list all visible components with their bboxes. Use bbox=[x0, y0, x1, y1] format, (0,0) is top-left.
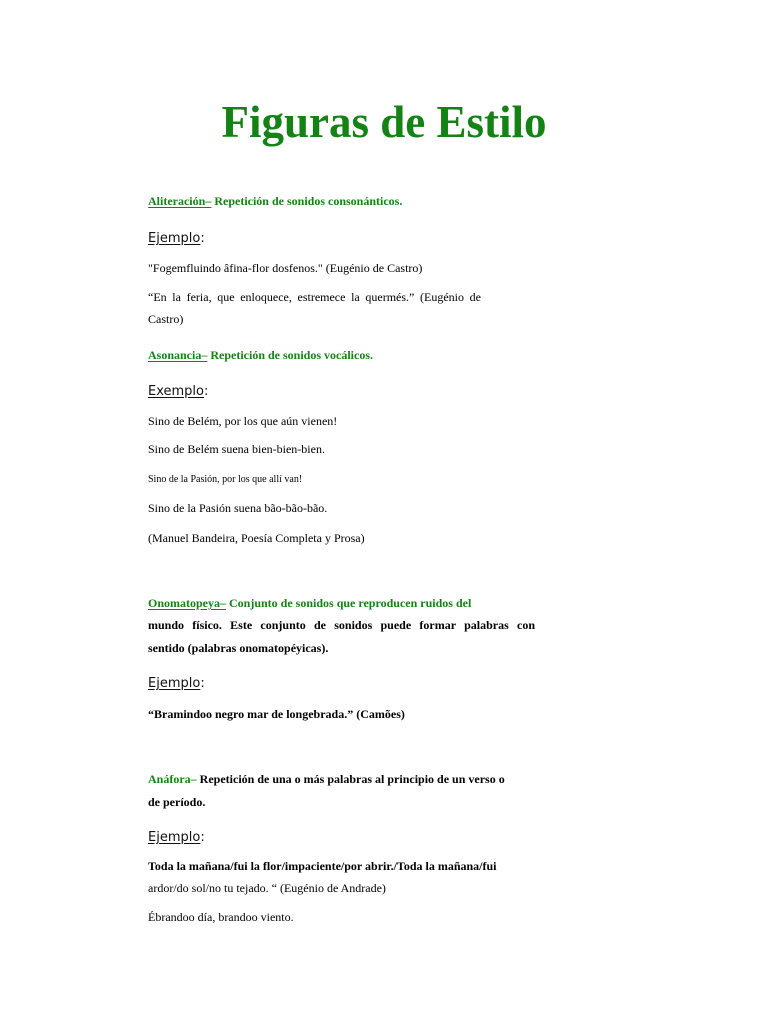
aliteracion-example-line-2: “En la feria, que enloquece, estremece la quermés.” (Eugénio de bbox=[148, 290, 481, 304]
onomatopeya-heading bbox=[148, 595, 471, 611]
asonancia-heading bbox=[148, 347, 373, 363]
aliteracion-example-line-1: "Fogemfluindo âfina-flor dosfenos." (Eugénio de Castro) bbox=[148, 261, 423, 275]
asonancia-example-line-2: Sino de Belém suena bien-bien-bien. bbox=[148, 442, 325, 456]
asonancia-example-line-5: (Manuel Bandeira, Poesía Completa y Prosa) bbox=[148, 531, 365, 545]
anafora-term: Anáfora– bbox=[148, 772, 197, 786]
aliteracion-example-label: Ejemplo: bbox=[148, 231, 205, 246]
anafora-example-line-1: Toda la mañana/fui la flor/impaciente/por abrir./Toda la mañana/fui bbox=[148, 859, 497, 873]
asonancia-example-line-4: Sino de la Pasión suena bão-bão-bão. bbox=[148, 501, 328, 515]
asonancia-example-line-1: Sino de Belém, por los que aún vienen! bbox=[148, 414, 338, 428]
anafora-heading bbox=[148, 771, 505, 787]
asonancia-term: Asonancia– bbox=[148, 348, 208, 362]
anafora-example-line-2: ardor/do sol/no tu tejado. “ (Eugénio de Andrade) bbox=[148, 881, 386, 895]
aliteracion-example-line-3: Castro) bbox=[148, 312, 184, 326]
aliteracion-term: Aliteración– bbox=[148, 194, 212, 208]
page-title: Figuras de Estilo bbox=[221, 97, 547, 147]
aliteracion-heading bbox=[148, 193, 402, 209]
onomatopeya-definition-line-2: mundo físico. Este conjunto de sonidos puede formar palabras con bbox=[148, 618, 535, 632]
onomatopeya-example-line-1: “Bramindoo negro mar de longebrada.” (Camões) bbox=[148, 707, 405, 721]
onomatopeya-definition: Conjunto de sonidos que reproducen ruidos del bbox=[226, 596, 472, 610]
onomatopeya-term: Onomatopeya– bbox=[148, 596, 226, 610]
onomatopeya-definition-line-3: sentido (palabras onomatopéyicas). bbox=[148, 641, 329, 655]
asonancia-example-line-3: Sino de la Pasión, por los que allí van! bbox=[148, 474, 303, 485]
anafora-example-label: Ejemplo: bbox=[148, 830, 205, 845]
asonancia-definition: Repetición de sonidos vocálicos. bbox=[207, 348, 374, 362]
anafora-definition-line-2: de período. bbox=[148, 795, 206, 809]
anafora-example-line-3: Ébrandoo día, brandoo viento. bbox=[148, 910, 294, 924]
aliteracion-definition: Repetición de sonidos consonánticos. bbox=[211, 194, 403, 208]
anafora-definition-line-1: Repetición de una o más palabras al principio de un verso o bbox=[196, 772, 505, 786]
asonancia-example-label: Exemplo: bbox=[148, 384, 209, 399]
onomatopeya-example-label: Ejemplo: bbox=[148, 676, 205, 691]
